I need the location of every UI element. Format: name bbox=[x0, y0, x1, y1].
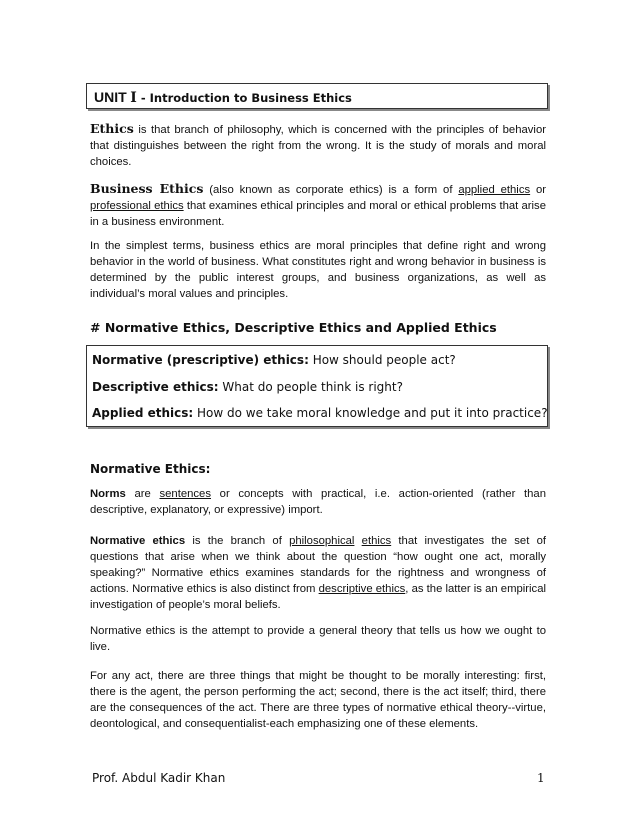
ethics-text: is that branch of philosophy, which is concerned with the principles of behavior that distinguishes between the right from the wrong. It is the study of morals and moral choices. bbox=[90, 124, 546, 168]
normative-space bbox=[354, 535, 361, 547]
descriptive-question: What do people think is right? bbox=[218, 380, 403, 394]
ethics-term: Ethics bbox=[90, 121, 134, 136]
sentences-link[interactable]: sentences bbox=[159, 488, 211, 500]
professional-ethics-link[interactable]: professional ethics bbox=[90, 200, 184, 212]
normative-line bbox=[92, 353, 456, 367]
business-ethics-text-3: that examines ethical principles and moral or ethical problems that arise in a business environment. bbox=[90, 200, 546, 228]
descriptive-label: Descriptive ethics: bbox=[92, 380, 219, 394]
business-ethics-definition bbox=[90, 181, 546, 230]
norms-paragraph bbox=[90, 486, 546, 518]
normative-ethics-term: Normative ethics bbox=[90, 535, 186, 547]
applied-ethics-link[interactable]: applied ethics bbox=[458, 184, 531, 196]
applied-label: Applied ethics: bbox=[92, 406, 194, 420]
philosophical-link[interactable]: philosophical bbox=[289, 535, 355, 547]
ethics-definition bbox=[90, 121, 546, 170]
footer-author: Prof. Abdul Kadir Khan bbox=[92, 771, 226, 785]
unit-subtitle: - Introduction to Business Ethics bbox=[136, 91, 352, 105]
unit-number: I bbox=[130, 90, 137, 106]
norms-term: Norms bbox=[90, 488, 126, 500]
simplest-terms-paragraph bbox=[90, 238, 546, 302]
business-ethics-text-1: (also known as corporate ethics) is a form of bbox=[203, 184, 459, 196]
ethics-types-box bbox=[86, 345, 548, 427]
unit-label: UNIT bbox=[94, 89, 127, 105]
page-number: 1 bbox=[537, 771, 545, 785]
applied-question: How do we take moral knowledge and put it into practice? bbox=[193, 406, 548, 420]
normative-ethics-paragraph bbox=[90, 533, 546, 613]
descriptive-ethics-link[interactable]: descriptive ethics bbox=[318, 583, 406, 595]
normative-ethics-heading: Normative Ethics: bbox=[90, 462, 211, 476]
applied-line bbox=[92, 406, 548, 420]
norms-text-2: or concepts with practical, i.e. action-oriented (rather than descriptive, explanatory, or expressive) import. bbox=[90, 488, 546, 516]
three-things-paragraph bbox=[90, 668, 546, 732]
normative-text-1: is the branch of bbox=[185, 535, 290, 547]
descriptive-line bbox=[92, 380, 403, 394]
ethics-link[interactable]: ethics bbox=[361, 535, 392, 547]
general-theory-text: Normative ethics is the attempt to provide a general theory that tells us how we ought to live. bbox=[90, 625, 546, 653]
unit-title-box bbox=[86, 83, 548, 109]
business-ethics-term: Business Ethics bbox=[90, 181, 204, 196]
normative-question: How should people act? bbox=[308, 353, 456, 367]
section-heading: # Normative Ethics, Descriptive Ethics and Applied Ethics bbox=[90, 320, 497, 335]
normative-text-3: , as the latter is an empirical investigation of people’s moral beliefs. bbox=[90, 583, 546, 611]
normative-label: Normative (prescriptive) ethics: bbox=[92, 353, 309, 367]
unit-title bbox=[94, 89, 352, 106]
three-things-text: For any act, there are three things that might be thought to be morally interesting: first, there is the agent, the person performing the act; second, there is the act itself; third, there are the consequences of the act. There are three types of normative ethical theory--virtue, deontological, and consequentialist-each emphasizing one of these elements. bbox=[90, 670, 546, 730]
simplest-terms-text: In the simplest terms, business ethics are moral principles that define right and wrong behavior in the world of business. What constitutes right and wrong behavior in business is determined by the public interest groups, and business organizations, as well as individual’s moral values and principles. bbox=[90, 240, 546, 300]
general-theory-paragraph bbox=[90, 623, 546, 655]
business-ethics-text-2: or bbox=[530, 184, 547, 196]
norms-text-1: are bbox=[125, 488, 160, 500]
normative-text-2: that investigates the set of questions that arise when we think about the question “how ought one act, morally speaking?” Normative ethics examines standards for the rightness and wrongness of actions. Normative ethics is also distinct from bbox=[90, 535, 546, 595]
